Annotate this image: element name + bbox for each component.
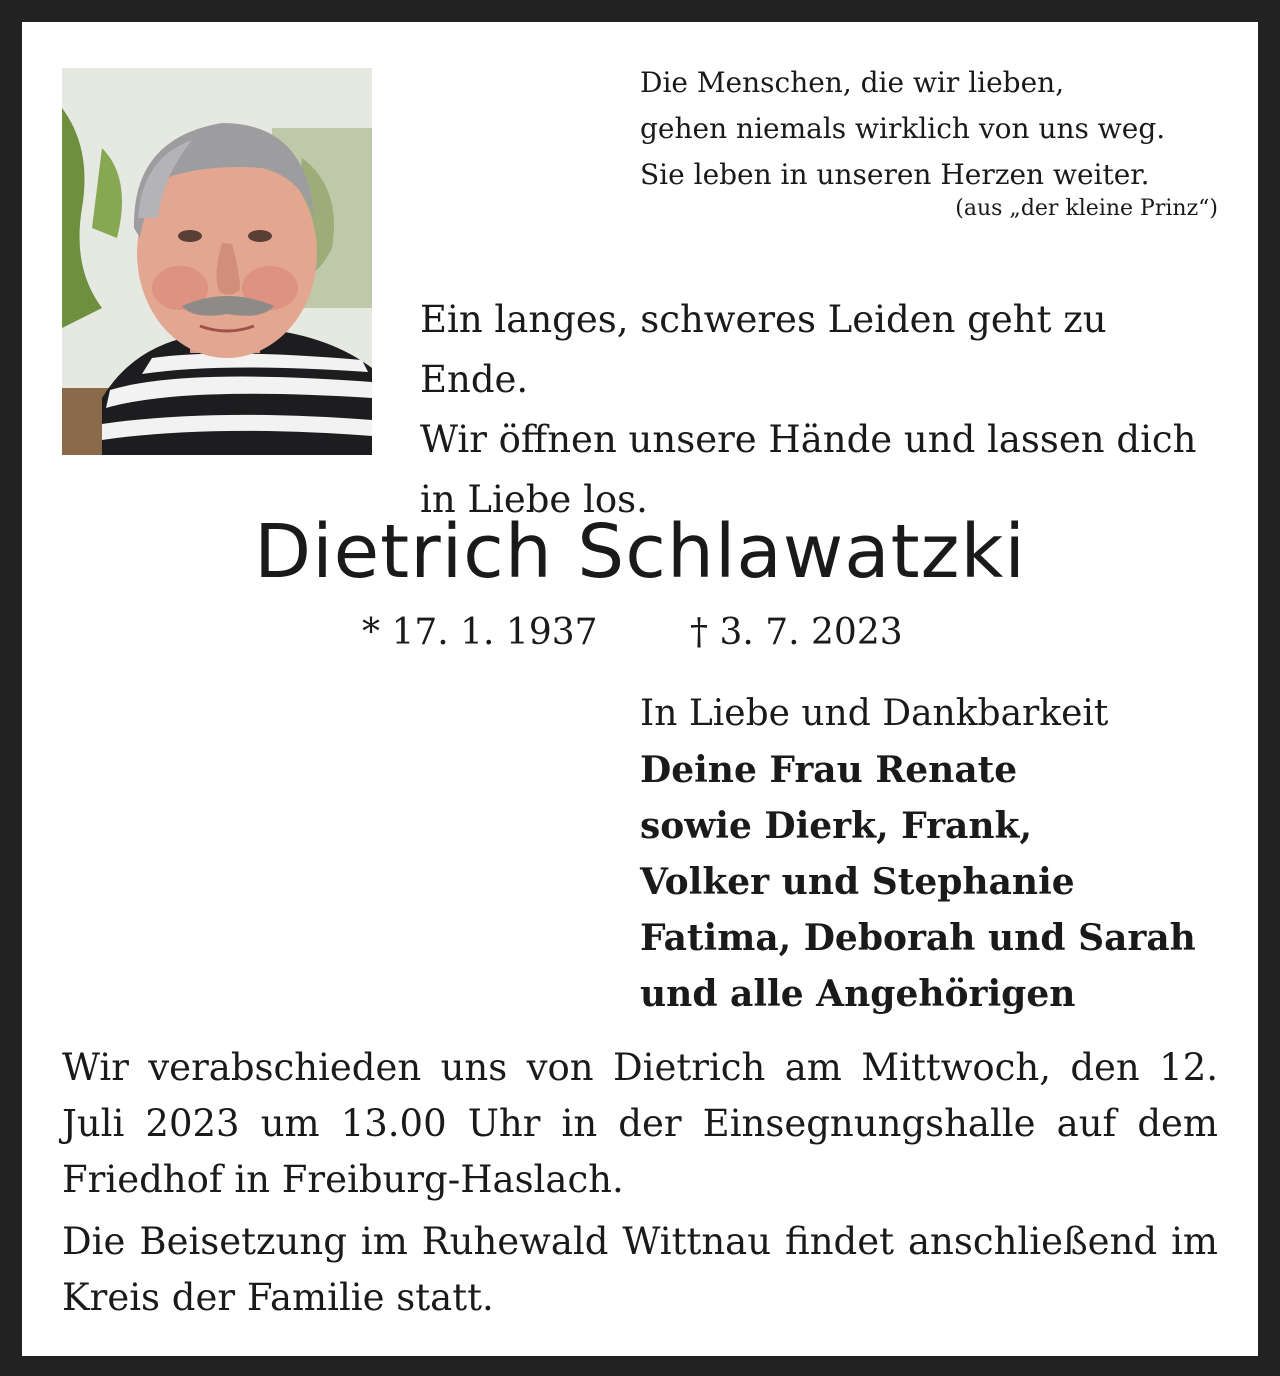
- service-info: [62, 1040, 1218, 1326]
- verse-line: in Liebe los.: [420, 478, 648, 521]
- family-name-line: und alle Angehörigen: [640, 973, 1076, 1015]
- quote-block: [640, 60, 1220, 198]
- death-date: † 3. 7. 2023: [690, 612, 903, 653]
- verse-line: Wir öffnen unsere Hände und lassen dich: [420, 418, 1197, 461]
- verse-line: Ein langes, schweres Leiden geht zu Ende.: [420, 298, 1107, 401]
- portrait-photo: [62, 68, 372, 455]
- family-signature: [640, 686, 1240, 1022]
- family-name-line: Fatima, Deborah und Sarah: [640, 917, 1196, 959]
- family-intro: In Liebe und Dankbarkeit: [640, 693, 1109, 734]
- obituary-notice: [22, 22, 1258, 1356]
- quote-source: (aus „der kleine Prinz“): [955, 196, 1218, 221]
- birth-date: * 17. 1. 1937: [362, 612, 598, 653]
- family-name-line: sowie Dierk, Frank,: [640, 805, 1033, 847]
- quote-line: Die Menschen, die wir lieben,: [640, 66, 1065, 99]
- farewell-text: Wir verabschieden uns von Dietrich am Mittwoch, den 12. Juli 2023 um 13.00 Uhr in der Einsegnungshalle auf dem Friedhof in Freiburg-Haslach.: [62, 1046, 1218, 1201]
- deceased-name: Dietrich Schlawatzki: [254, 509, 1026, 595]
- quote-line: gehen niemals wirklich von uns weg.: [640, 112, 1166, 145]
- family-name-line: Volker und Stephanie: [640, 861, 1075, 903]
- burial-text: Die Beisetzung im Ruhewald Wittnau findet anschließend im Kreis der Familie statt.: [62, 1220, 1218, 1319]
- quote-line: Sie leben in unseren Herzen weiter.: [640, 158, 1150, 191]
- portrait-illustration: [62, 68, 372, 455]
- family-name-line: Deine Frau Renate: [640, 749, 1018, 791]
